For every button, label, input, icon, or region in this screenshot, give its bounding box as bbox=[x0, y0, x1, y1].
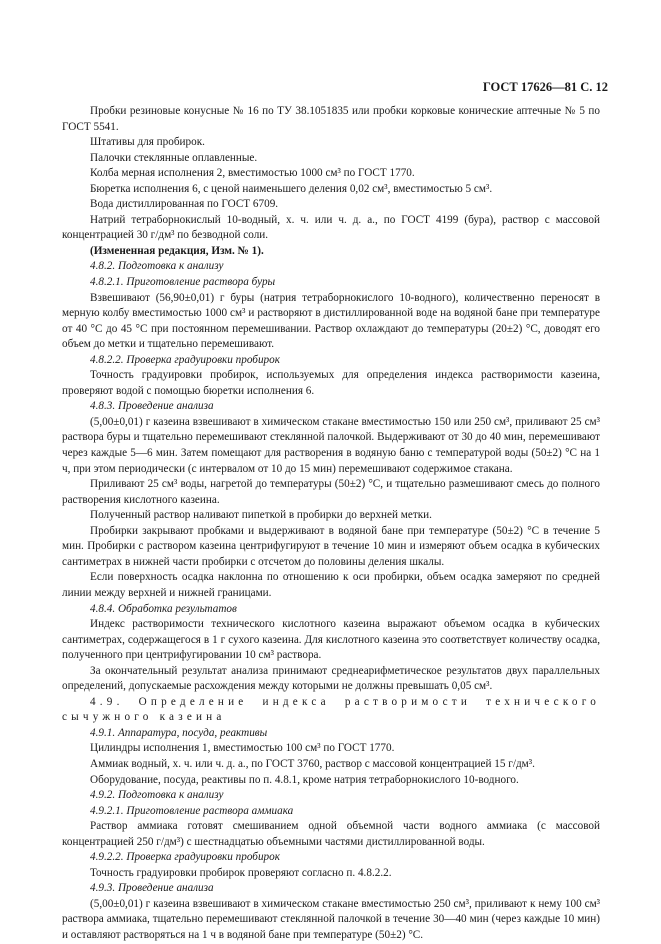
section-heading: 4.8.2.2. Проверка градуировки пробирок bbox=[90, 353, 280, 366]
paragraph: Индекс растворимости технического кислотного казеина выражают объемом осадка в кубических сантиметрах, содержащегося в 1 г сухого казеина. Для кислотного казеина это соответствует количеству осадка, полученного при центрифугировании 10 см³ раствора. bbox=[62, 618, 600, 662]
section-title-spaced: 4.9. Определение индекса растворимости технического сычужного казеина bbox=[62, 695, 600, 724]
section-heading: 4.8.2. Подготовка к анализу bbox=[90, 260, 224, 273]
paragraph: Точность градуировки пробирок проверяют согласно п. 4.8.2.2. bbox=[90, 866, 392, 879]
paragraph: Пробирки закрывают пробками и выдерживают в водяной бане при температуре (50±2) °С в течение 5 мин. Пробирки с раствором казеина центрифугируют в течение 10 мин и измеряют объем осадка в кубических сантиметрах в нижней части пробирки с отсчетом до половины деления шкалы. bbox=[62, 524, 600, 568]
section-heading: 4.9.3. Проведение анализа bbox=[90, 882, 214, 895]
section-heading: 4.9.2.1. Приготовление раствора аммиака bbox=[90, 804, 294, 817]
paragraph: Оборудование, посуда, реактивы по п. 4.8.1, кроме натрия тетраборнокислого 10-водного. bbox=[90, 773, 519, 786]
paragraph: Приливают 25 см³ воды, нагретой до температуры (50±2) °С, и тщательно размешивают смесь до полного растворения кислотного казеина. bbox=[62, 478, 600, 506]
paragraph: Натрий тетраборнокислый 10-водный, х. ч. или ч. д. а., по ГОСТ 4199 (бура), раствор с массовой концентрацией 30 г/дм³ по безводной соли. bbox=[62, 213, 600, 242]
paragraph: Цилиндры исполнения 1, вместимостью 100 см³ по ГОСТ 1770. bbox=[90, 742, 395, 755]
section-heading: 4.9.2. Подготовка к анализу bbox=[90, 789, 224, 802]
paragraph: Аммиак водный, х. ч. или ч. д. а., по ГОСТ 3760, раствор с массовой концентрацией 15 г/дм³. bbox=[90, 757, 535, 770]
paragraph: Бюретка исполнения 6, с ценой наименьшего деления 0,02 см³, вместимостью 5 см³. bbox=[90, 182, 493, 195]
paragraph: Если поверхность осадка наклонна по отношению к оси пробирки, объем осадка замеряют по средней линии между верхней и нижней границами. bbox=[62, 571, 600, 599]
paragraph: (5,00±0,01) г казеина взвешивают в химическом стакане вместимостью 250 см³, приливают к нему 100 см³ раствора аммиака, тщательно перемешивают стеклянной палочкой в течение 30—40 мин (через каждые 10 мин) и оставляют растворяться на 1 ч в водяной бане при температуре (50±2) °С. bbox=[62, 897, 600, 941]
paragraph: За окончательный результат анализа принимают среднеарифметическое результатов двух параллельных определений, допускаемые расхождения между которыми не должны превышать 0,05 см³. bbox=[62, 664, 600, 693]
amendment-note: (Измененная редакция, Изм. № 1). bbox=[90, 244, 264, 257]
paragraph: Штативы для пробирок. bbox=[90, 136, 205, 149]
section-heading: 4.9.1. Аппаратура, посуда, реактивы bbox=[90, 726, 268, 739]
paragraph: Полученный раствор наливают пипеткой в пробирки до верхней метки. bbox=[90, 509, 432, 522]
document-body bbox=[62, 104, 600, 944]
section-heading: 4.8.3. Проведение анализа bbox=[90, 400, 214, 413]
paragraph: Точность градуировки пробирок, используемых для определения индекса растворимости казеина, проверяют водой с помощью бюретки исполнения 6. bbox=[62, 369, 600, 397]
paragraph: Раствор аммиака готовят смешиванием одной объемной части водного аммиака (с массовой концентрацией 250 г/дм³) с шестнадцатью объемными частями дистиллированной воды. bbox=[62, 820, 600, 848]
paragraph: (5,00±0,01) г казеина взвешивают в химическом стакане вместимостью 150 или 250 см³, приливают 25 см³ раствора буры и тщательно перемешивают стеклянной палочкой. Выдерживают от 30 до 40 мин, перемешивают через каждые 5—6 мин. Затем помещают для растворения в водяную баню с температурой воды (50±2) °С на 1 ч, при этом периодически (с интервалом от 10 до 15 мин) перемешивают содержимое стакана. bbox=[62, 415, 600, 475]
page-header: ГОСТ 17626—81 С. 12 bbox=[482, 80, 608, 94]
paragraph: Взвешивают (56,90±0,01) г буры (натрия тетраборнокислого 10-водного), количественно переносят в мерную колбу вместимостью 1000 см³ и растворяют в дистиллированной воде на водяной бане при температуре от 40 °С до 45 °С при постоянном перемешивании. Раствор охлаждают до температуры (20±2) °С, доводят его объем до метки и тщательно перемешивают. bbox=[62, 291, 600, 351]
paragraph: Вода дистиллированная по ГОСТ 6709. bbox=[90, 198, 279, 211]
paragraph: Палочки стеклянные оплавленные. bbox=[90, 151, 258, 164]
section-heading: 4.8.2.1. Приготовление раствора буры bbox=[90, 276, 276, 289]
paragraph: Пробки резиновые конусные № 16 по ТУ 38.1051835 или пробки корковые конические аптечные № 5 по ГОСТ 5541. bbox=[62, 105, 600, 133]
paragraph: Колба мерная исполнения 2, вместимостью 1000 см³ по ГОСТ 1770. bbox=[90, 167, 415, 180]
section-heading: 4.8.4. Обработка результатов bbox=[90, 602, 237, 615]
section-heading: 4.9.2.2. Проверка градуировки пробирок bbox=[90, 851, 280, 864]
